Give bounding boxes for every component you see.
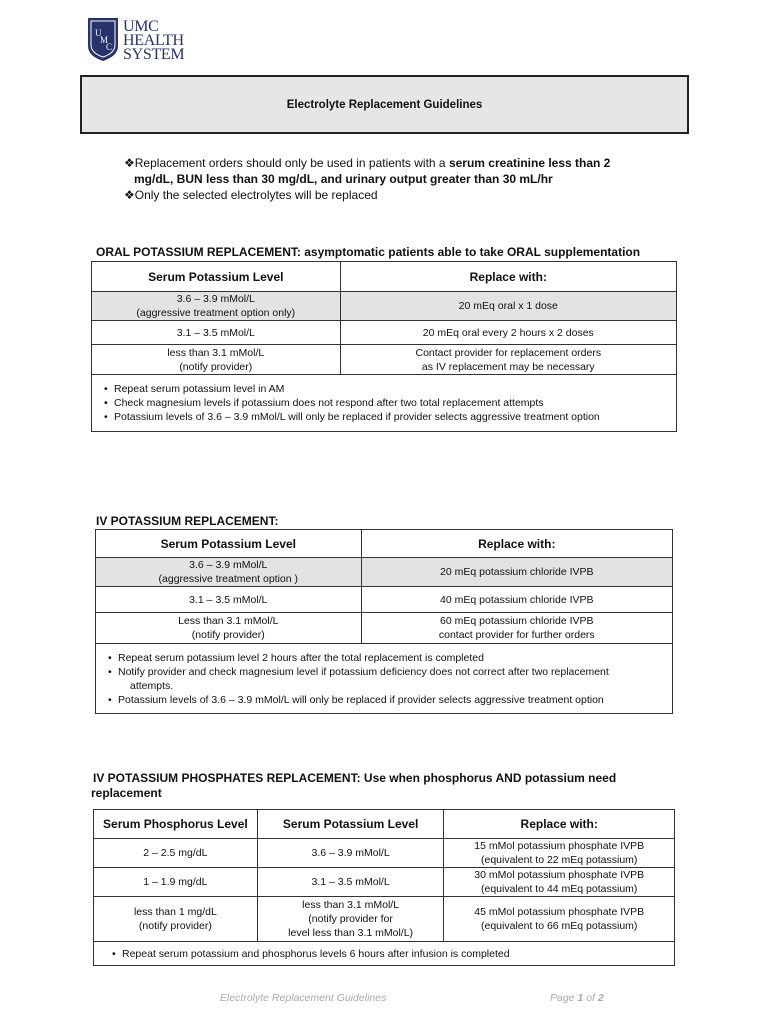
umc-logo [86,16,196,66]
table-row: 3.6 – 3.9 mMol/L (aggressive treatment option ) 20 mEq potassium chloride IVPB [96,558,673,587]
intro-line-3: ❖Only the selected electrolytes will be replaced [124,188,378,202]
oral-table [91,261,677,432]
iv-header-level: Serum Potassium Level [96,530,362,558]
intro-line-1: ❖Replacement orders should only be used in patients with a serum creatinine less than 2 [124,156,611,170]
svg-text:C: C [106,42,113,52]
table-row: 3.1 – 3.5 mMol/L 20 mEq oral every 2 hours x 2 doses [92,321,677,345]
logo-text: UMC HEALTH SYSTEM [123,18,185,63]
list-item: • Check magnesium levels if potassium does not respond after two total replacement attempts [114,396,670,410]
umc-shield-icon [86,16,120,62]
list-item: • Notify provider and check magnesium level if potassium deficiency does not correct after two replacement attempts. [118,665,666,693]
intro-line-2: mg/dL, BUN less than 30 mg/dL, and urinary output greater than 30 mL/hr [134,172,553,186]
phos-header-phosphorus: Serum Phosphorus Level [94,810,258,839]
table-row: 2 – 2.5 mg/dL 3.6 – 3.9 mMol/L 15 mMol potassium phosphate IVPB (equivalent to 22 mEq potassium) [94,839,675,868]
phos-notes-row [94,942,675,966]
table-row: less than 3.1 mMol/L (notify provider) Contact provider for replacement orders as IV replacement may be necessary [92,345,677,375]
list-item: • Potassium levels of 3.6 – 3.9 mMol/L will only be replaced if provider selects aggressive treatment option [118,693,666,707]
list-item: • Repeat serum potassium level 2 hours after the total replacement is completed [118,651,666,665]
svg-text:U: U [95,28,102,38]
list-item: • Repeat serum potassium and phosphorus levels 6 hours after infusion is completed [122,947,668,961]
intro-section [124,155,684,203]
table-row: 1 – 1.9 mg/dL 3.1 – 3.5 mMol/L 30 mMol potassium phosphate IVPB (equivalent to 44 mEq potassium) [94,868,675,897]
table-row: Less than 3.1 mMol/L (notify provider) 60 mEq potassium chloride IVPB contact provider for further orders [96,613,673,644]
svg-text:M: M [100,35,109,45]
oral-header-replace: Replace with: [340,262,676,292]
oral-section-title: ORAL POTASSIUM REPLACEMENT: asymptomatic patients able to take ORAL supplementation [96,245,641,259]
page-title-box [80,75,689,134]
phos-table [93,809,675,966]
table-row: 3.6 – 3.9 mMol/L (aggressive treatment option only) 20 mEq oral x 1 dose [92,292,677,321]
page-title: Electrolyte Replacement Guidelines [286,98,483,111]
iv-notes-row [96,644,673,714]
phos-section-title: IV POTASSIUM PHOSPHATES REPLACEMENT: Use when phosphorus AND potassium need replacement [91,771,617,800]
iv-table [95,529,673,714]
list-item: • Repeat serum potassium level in AM [114,382,670,396]
footer-title: Electrolyte Replacement Guidelines [220,992,387,1004]
phos-header-potassium: Serum Potassium Level [257,810,444,839]
phos-header-replace: Replace with: [444,810,675,839]
iv-header-replace: Replace with: [361,530,672,558]
footer-page-number: Page 1 of 2 [550,992,604,1004]
iv-section-title: IV POTASSIUM REPLACEMENT: [96,514,279,528]
table-row: less than 1 mg/dL (notify provider) less than 3.1 mMol/L (notify provider for level less than 3.1 mMol/L) 45 mMol potassium phosphate IVPB (equivalent to 66 mEq potassium) [94,897,675,942]
oral-header-level: Serum Potassium Level [92,262,341,292]
table-row: 3.1 – 3.5 mMol/L 40 mEq potassium chloride IVPB [96,587,673,613]
oral-notes-row [92,375,677,432]
list-item: • Potassium levels of 3.6 – 3.9 mMol/L will only be replaced if provider selects aggressive treatment option [114,410,670,424]
